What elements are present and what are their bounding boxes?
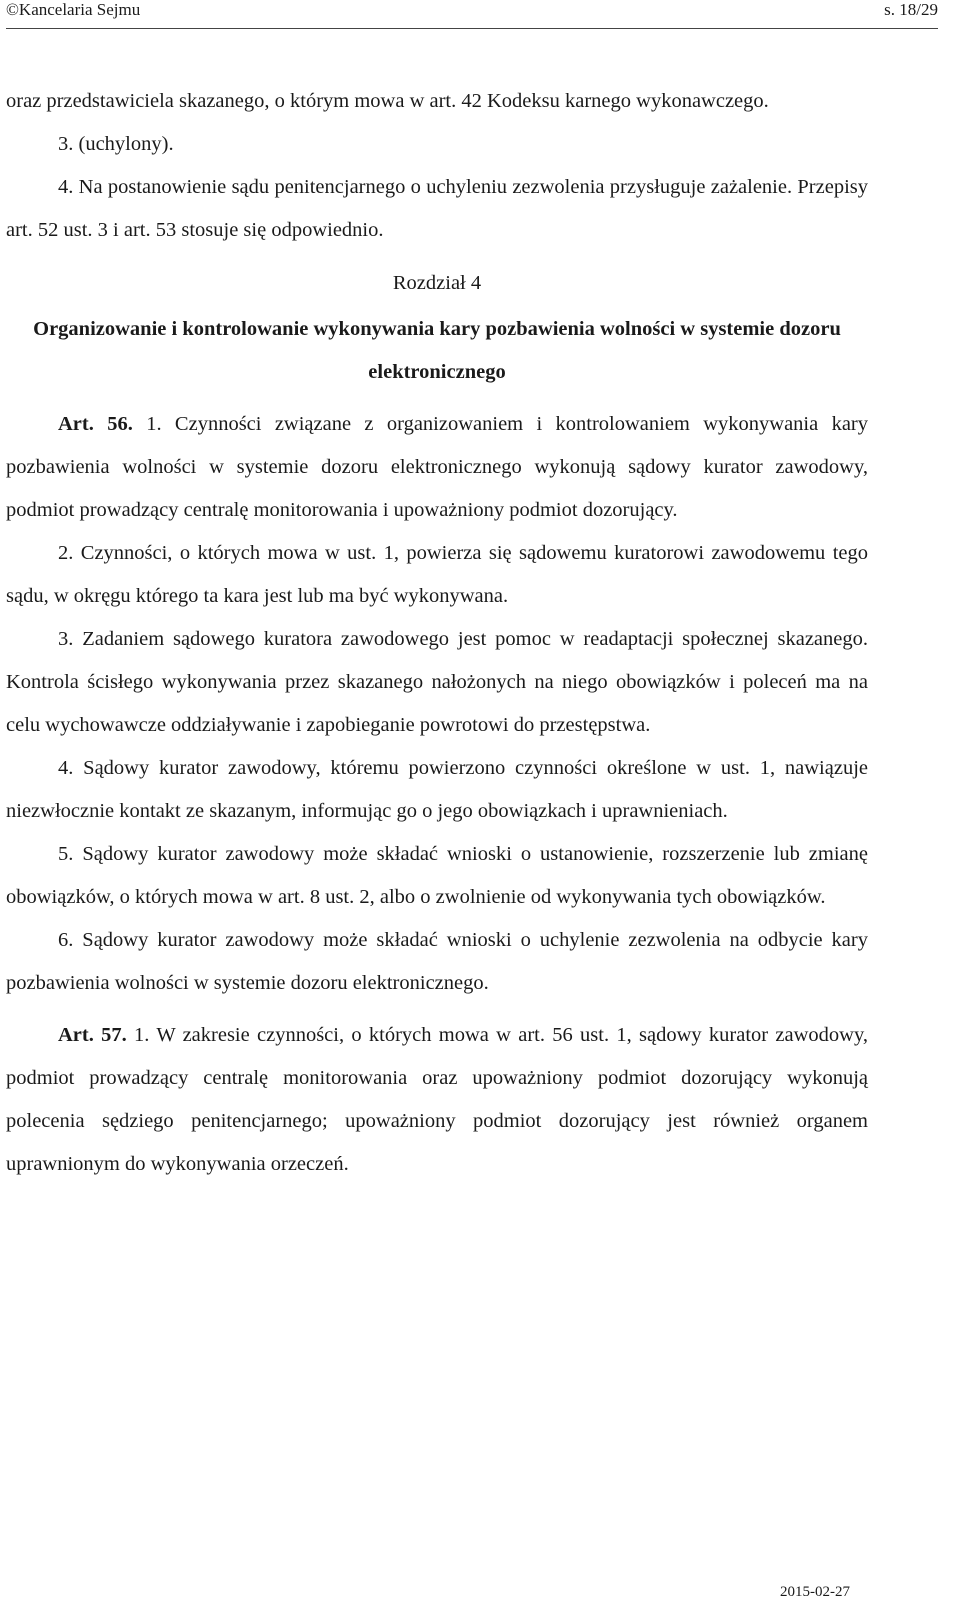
paragraph-3-repealed: 3. (uchylony).: [58, 133, 174, 155]
chapter-title: Organizowanie i kontrolowanie wykonywania kary pozbawienia wolności w systemie dozoru elektronicznego: [33, 318, 841, 383]
article-56-paragraph-4: 4. Sądowy kurator zawodowy, któremu powierzono czynności określone w ust. 1, nawiązuje niezwłocznie kontakt ze skazanym, informując go o jego obowiązkach i uprawnieniach.: [6, 757, 868, 822]
article-56-paragraph-6: 6. Sądowy kurator zawodowy może składać wnioski o uchylenie zezwolenia na odbycie kary pozbawienia wolności w systemie dozoru elektronicznego.: [6, 929, 868, 994]
paragraph-4: 4. Na postanowienie sądu penitencjarnego o uchyleniu zezwolenia przysługuje zażalenie. Przepisy art. 52 ust. 3 i art. 53 stosuje się odpowiednio.: [6, 176, 868, 241]
page-header: [6, 0, 938, 29]
article-56-paragraph-3: 3. Zadaniem sądowego kuratora zawodowego jest pomoc w readaptacji społecznej skazanego. Kontrola ścisłego wykonywania przez skazanego nałożonych na niego obowiązków i poleceń ma na celu wychowawcze oddziaływanie i zapobieganie powrotowi do przestępstwa.: [6, 628, 868, 736]
article-56-text-1: 1. Czynności związane z organizowaniem i kontrolowaniem wykonywania kary pozbawienia wolności w systemie dozoru elektronicznego wykonują sądowy kurator zawodowy, podmiot prowadzący centralę monitorowania i upoważniony podmiot dozorujący.: [6, 413, 868, 521]
chapter-heading: Rozdział 4: [392, 272, 482, 294]
article-56-paragraph-1: [6, 403, 868, 532]
article-57-label: Art. 57.: [58, 1024, 127, 1046]
header-page-number: s. 18/29: [884, 0, 938, 19]
header-publisher: ©Kancelaria Sejmu: [6, 0, 141, 19]
article-56-paragraph-5: 5. Sądowy kurator zawodowy może składać wnioski o ustanowienie, rozszerzenie lub zmianę obowiązków, o których mowa w art. 8 ust. 2, albo o zwolnienie od wykonywania tych obowiązków.: [6, 843, 868, 908]
article-57-text-1: 1. W zakresie czynności, o których mowa w art. 56 ust. 1, sądowy kurator zawodowy, podmiot prowadzący centralę monitorowania oraz upoważniony podmiot dozorujący wykonują polecenia sędziego penitencjarnego; upoważniony podmiot dozorujący jest również organem uprawnionym do wykonywania orzeczeń.: [6, 1024, 868, 1175]
article-57-paragraph-1: [6, 1014, 868, 1186]
document-body: [6, 80, 868, 1186]
article-56-label: Art. 56.: [58, 413, 133, 435]
footer-date: 2015-02-27: [780, 1584, 850, 1600]
article-56-paragraph-2: 2. Czynności, o których mowa w ust. 1, powierza się sądowemu kuratorowi zawodowemu tego sądu, w okręgu którego ta kara jest lub ma być wykonywana.: [6, 542, 868, 607]
paragraph-continuation: oraz przedstawiciela skazanego, o którym mowa w art. 42 Kodeksu karnego wykonawczego.: [6, 90, 769, 112]
